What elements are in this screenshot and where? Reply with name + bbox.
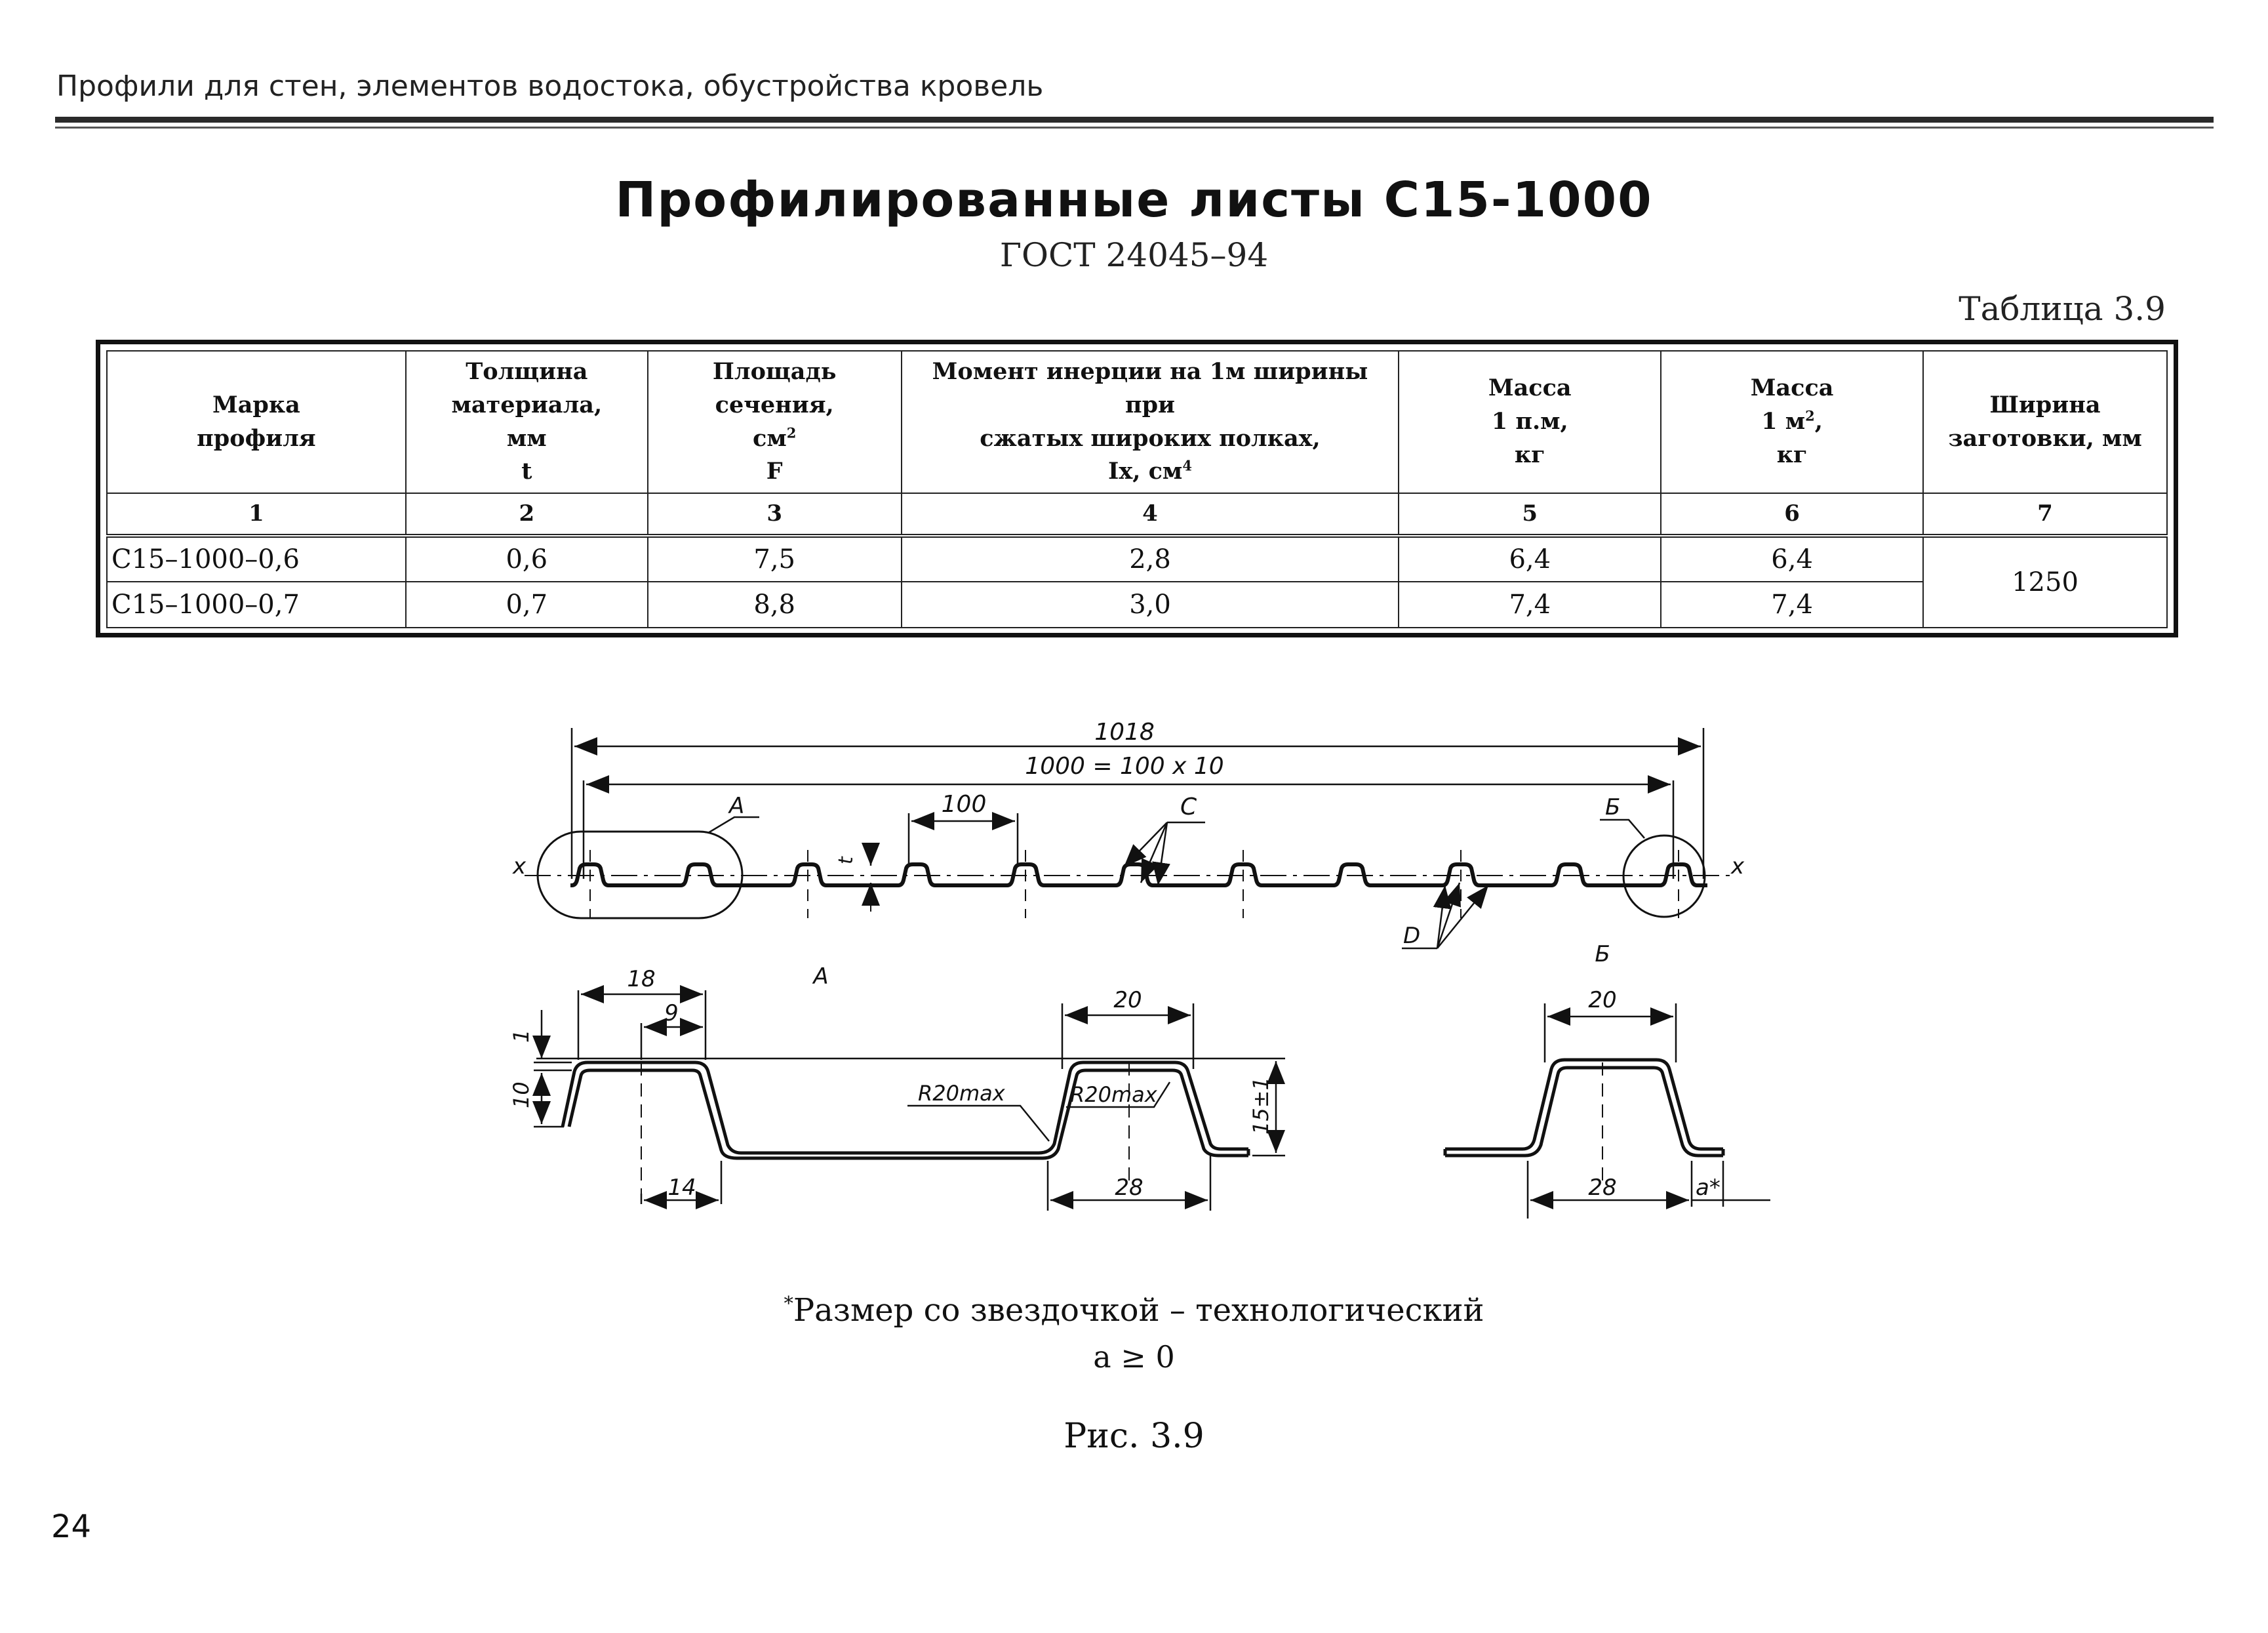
detail-b-title: Б xyxy=(1595,941,1610,967)
table-cell: 7,4 xyxy=(1661,582,1923,628)
table-cell: 8,8 xyxy=(648,582,902,628)
axis-label-right: x xyxy=(1731,853,1745,879)
header-line: Ix, см xyxy=(1108,458,1183,485)
header-line: 1 п.м, xyxy=(1491,408,1568,435)
dim-1: 1 xyxy=(509,1029,534,1043)
dim-9: 9 xyxy=(664,1000,679,1026)
column-number: 2 xyxy=(406,493,648,536)
table-cell: С15–1000–0,7 xyxy=(107,582,406,628)
callout-c: С xyxy=(1180,794,1197,820)
radius-label-right: R20max xyxy=(1070,1082,1157,1107)
leader-c-arrow xyxy=(1124,822,1167,867)
footnote-condition: а ≥ 0 xyxy=(1093,1339,1175,1375)
header-mass-per-sqm: Масса 1 $м^2$, кг xyxy=(1661,351,1923,493)
header-line: Масса xyxy=(1750,374,1834,402)
header-line: сжатых широких полках, xyxy=(980,424,1321,452)
table-cell: 2,8 xyxy=(902,536,1399,582)
header-line: профиля xyxy=(197,424,316,452)
header-line: Масса xyxy=(1488,374,1572,402)
page-title: Профилированные листы С15-1000 xyxy=(615,172,1653,228)
table-cell: 6,4 xyxy=(1399,536,1661,582)
column-number: 6 xyxy=(1661,493,1923,536)
callout-a: А xyxy=(729,793,745,819)
dim-single-pitch: 100 xyxy=(941,791,987,818)
detail-b-dim-a: а* xyxy=(1696,1175,1721,1201)
asterisk: * xyxy=(784,1292,793,1314)
header-line: материала, xyxy=(451,391,603,418)
superscript: 4 xyxy=(1182,457,1192,474)
table-cell: 7,4 xyxy=(1399,582,1661,628)
footnote-text: Размер со звездочкой – технологический xyxy=(793,1292,1484,1329)
leader-a xyxy=(708,817,759,833)
dim-18: 18 xyxy=(627,966,656,992)
radius-label-left: R20max xyxy=(918,1081,1005,1106)
radius-leader xyxy=(907,1106,1049,1141)
detail-b-dim-28: 28 xyxy=(1588,1175,1617,1201)
column-number: 5 xyxy=(1399,493,1661,536)
table-cell: 0,7 xyxy=(406,582,648,628)
header-line: Момент инерции на 1м ширины при xyxy=(932,358,1368,418)
detail-a-title: А xyxy=(813,963,829,990)
detail-b-dim-20: 20 xyxy=(1588,987,1617,1013)
header-line: заготовки, мм xyxy=(1948,424,2142,452)
axis-label-left: x xyxy=(513,853,527,879)
dim-15: 15±1 xyxy=(1248,1077,1273,1135)
dim-pitch: 1000 = 100 x 10 xyxy=(1025,753,1224,780)
leader-d-arrow xyxy=(1437,885,1488,948)
standard-reference: ГОСТ 24045–94 xyxy=(999,236,1269,274)
dim-overall: 1018 xyxy=(1094,719,1155,746)
superscript: 2 xyxy=(1805,407,1815,424)
column-number: 4 xyxy=(902,493,1399,536)
page-number: 24 xyxy=(51,1508,92,1545)
dim-10: 10 xyxy=(509,1081,534,1108)
column-number: 3 xyxy=(648,493,902,536)
header-line: кг xyxy=(1514,441,1545,468)
table-cell: 6,4 xyxy=(1661,536,1923,582)
table-cell: 3,0 xyxy=(902,582,1399,628)
header-line: кг xyxy=(1776,441,1808,468)
callout-d: D xyxy=(1403,923,1421,949)
footnote-technological xyxy=(0,1292,2268,1329)
header-line: 1 м xyxy=(1761,408,1806,435)
table-cell: 7,5 xyxy=(648,536,902,582)
detail-a xyxy=(534,990,1285,1211)
header-line: мм xyxy=(506,424,547,452)
header-line: Толщина xyxy=(466,358,588,385)
table-label: Таблица 3.9 xyxy=(1959,290,2166,328)
table-cell: С15–1000–0,6 xyxy=(107,536,406,582)
running-head: Профили для стен, элементов водостока, обустройства кровель xyxy=(56,70,1044,103)
table-cell: 0,6 xyxy=(406,536,648,582)
header-line: Ширина xyxy=(1989,391,2101,418)
header-line: F xyxy=(766,458,783,485)
leader-b xyxy=(1600,820,1644,838)
header-line: Площадь xyxy=(712,358,837,385)
superscript: 2 xyxy=(786,424,797,441)
header-line: t xyxy=(521,458,532,485)
callout-b: Б xyxy=(1605,794,1621,820)
column-number: 7 xyxy=(1923,493,2167,536)
header-line: см xyxy=(753,424,787,452)
dim-28: 28 xyxy=(1115,1175,1144,1201)
figure-caption: Рис. 3.9 xyxy=(1064,1417,1204,1456)
thickness-label: t xyxy=(835,857,858,864)
dim-14: 14 xyxy=(667,1175,696,1201)
table-cell-merged-width: 1250 xyxy=(1923,536,2167,628)
column-number: 1 xyxy=(107,493,406,536)
dim-20: 20 xyxy=(1113,987,1142,1013)
header-line: Марка xyxy=(212,391,300,418)
header-line: сечения, xyxy=(715,391,834,418)
